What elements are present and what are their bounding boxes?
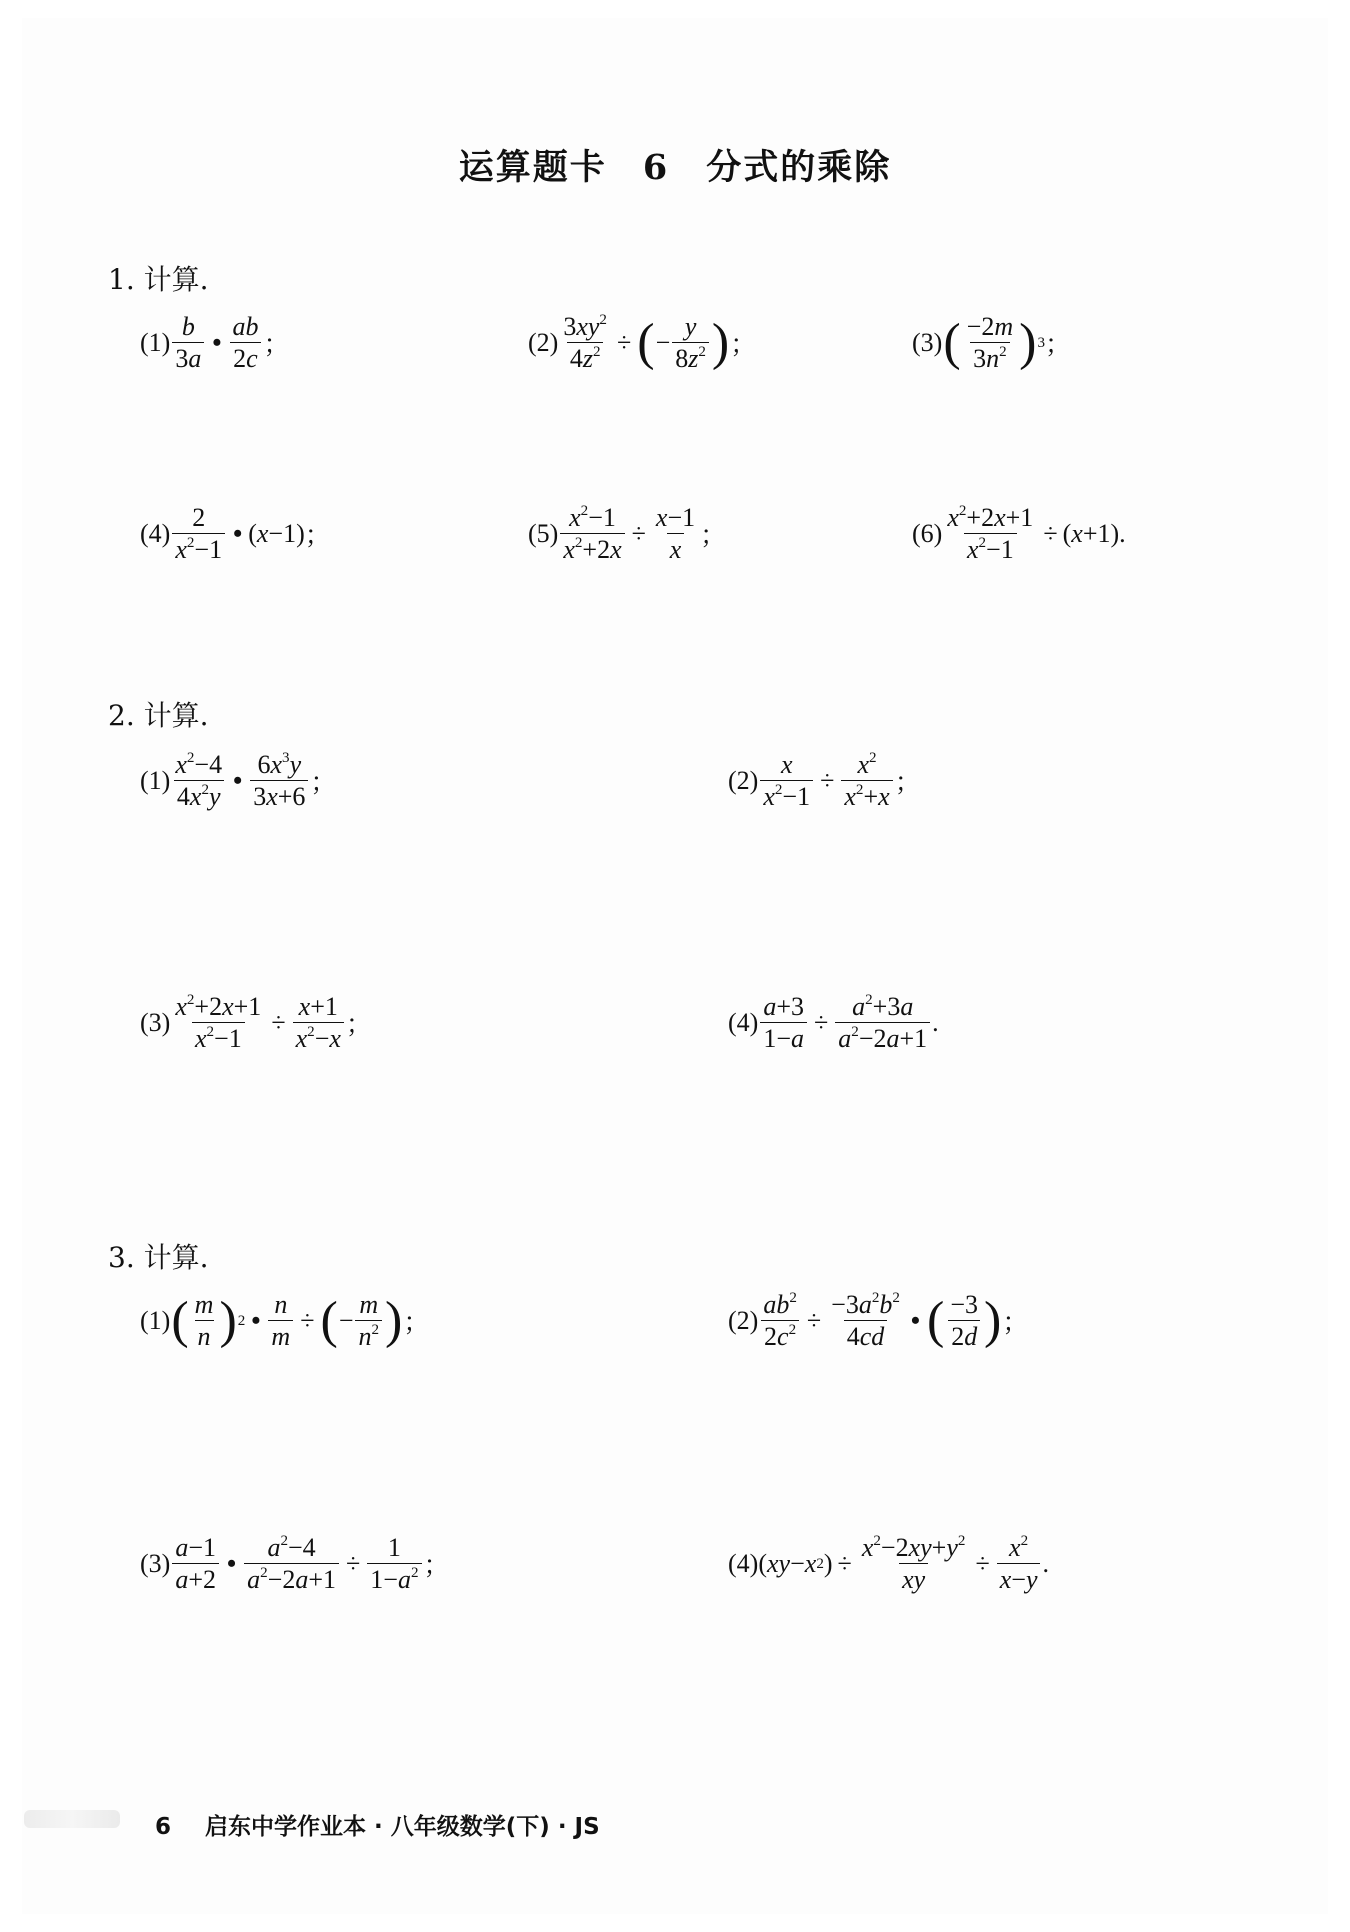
problem-3-4: (4) ( xy − x 2 ) ÷ $\frac{x^2-2xy+y^2}{xy}$ ÷ $\frac{x^2}{x-y}$ . [728,1533,1049,1595]
problem-number: (6) [912,518,943,548]
problem-3-3: (3) $\frac{a-1}{a+2}$ • $\frac{a^2-4}{a^2-2a+1}$ ÷ $\frac{1}{1-a^2}$ ； [140,1533,450,1595]
problem-number: (1) [140,765,171,795]
section-2-heading: 2. 计算. [108,699,209,732]
problem-3-1: (1) ( $\frac{m}{n}$ ) 2 • $\frac{n}{m}$ ÷ ( − $\frac{m}{n^2}$ ) ； [140,1290,430,1352]
problem-number: (2) [728,1305,759,1335]
page-sheet [22,18,1328,1914]
problem-2-4: (4) $\frac{a+3}{1-a}$ ÷ $\frac{a^2+3a}{a^2-2a+1}$ . [728,992,939,1054]
section-1-heading: 1. 计算. [108,263,209,296]
problem-number: (4) [728,1007,759,1037]
page-footer [155,1808,600,1841]
page-title: 运算题卡 6 分式的乘除 [458,147,892,188]
problem-number: (4) [140,518,171,548]
problem-2-1: (1) $\frac{x^2-4}{4x^2y}$ • $\frac{6x^3y}{3x+6}$ ； [140,750,337,812]
problem-1-2: (2) $\frac{3xy^2}{4z^2}$ ÷ ( − $\frac{y}{8z^2}$ ) ； [528,312,757,374]
problem-2-3: (3) $\frac{x^2+2x+1}{x^2-1}$ ÷ $\frac{x+1}{x^2-x}$ ； [140,992,372,1054]
page-number: 6 [155,1814,172,1840]
problem-number: (2) [528,327,559,357]
problem-number: (3) [140,1548,171,1578]
problem-number: (3) [140,1007,171,1037]
problem-3-2: (2) $\frac{ab^2}{2c^2}$ ÷ $\frac{-3a^2b^2}{4cd}$ • ( $\frac{-3}{2d}$ ) ； [728,1290,1029,1352]
problem-number: (1) [140,327,171,357]
problem-number: (1) [140,1305,171,1335]
problem-1-1: (1) $\frac{b}{3a}$ • $\frac{ab}{2c}$ ； [140,312,290,374]
footer-text: 启东中学作业本 · 八年级数学(下) · JS [205,1814,600,1840]
scan-smudge [24,1810,120,1828]
problem-1-5: (5) $\frac{x^2-1}{x^2+2x}$ ÷ $\frac{x-1}{x}$ ； [528,503,727,565]
problem-1-3: (3) ( $\frac{-2m}{3n^2}$ ) 3 ； [912,312,1071,374]
problem-number: (2) [728,765,759,795]
section-3-heading: 3. 计算. [108,1241,209,1274]
problem-2-2: (2) $\frac{x}{x^2-1}$ ÷ $\frac{x^2}{x^2+x}$ ； [728,750,921,812]
problem-number: (3) [912,327,943,357]
problem-number: (5) [528,518,559,548]
problem-1-4: (4) $\frac{2}{x^2-1}$ • ( x −1) ； [140,503,331,565]
problem-number: (4) [728,1548,759,1578]
problem-1-6: (6) $\frac{x^2+2x+1}{x^2-1}$ ÷ ( x +1) . [912,503,1126,565]
